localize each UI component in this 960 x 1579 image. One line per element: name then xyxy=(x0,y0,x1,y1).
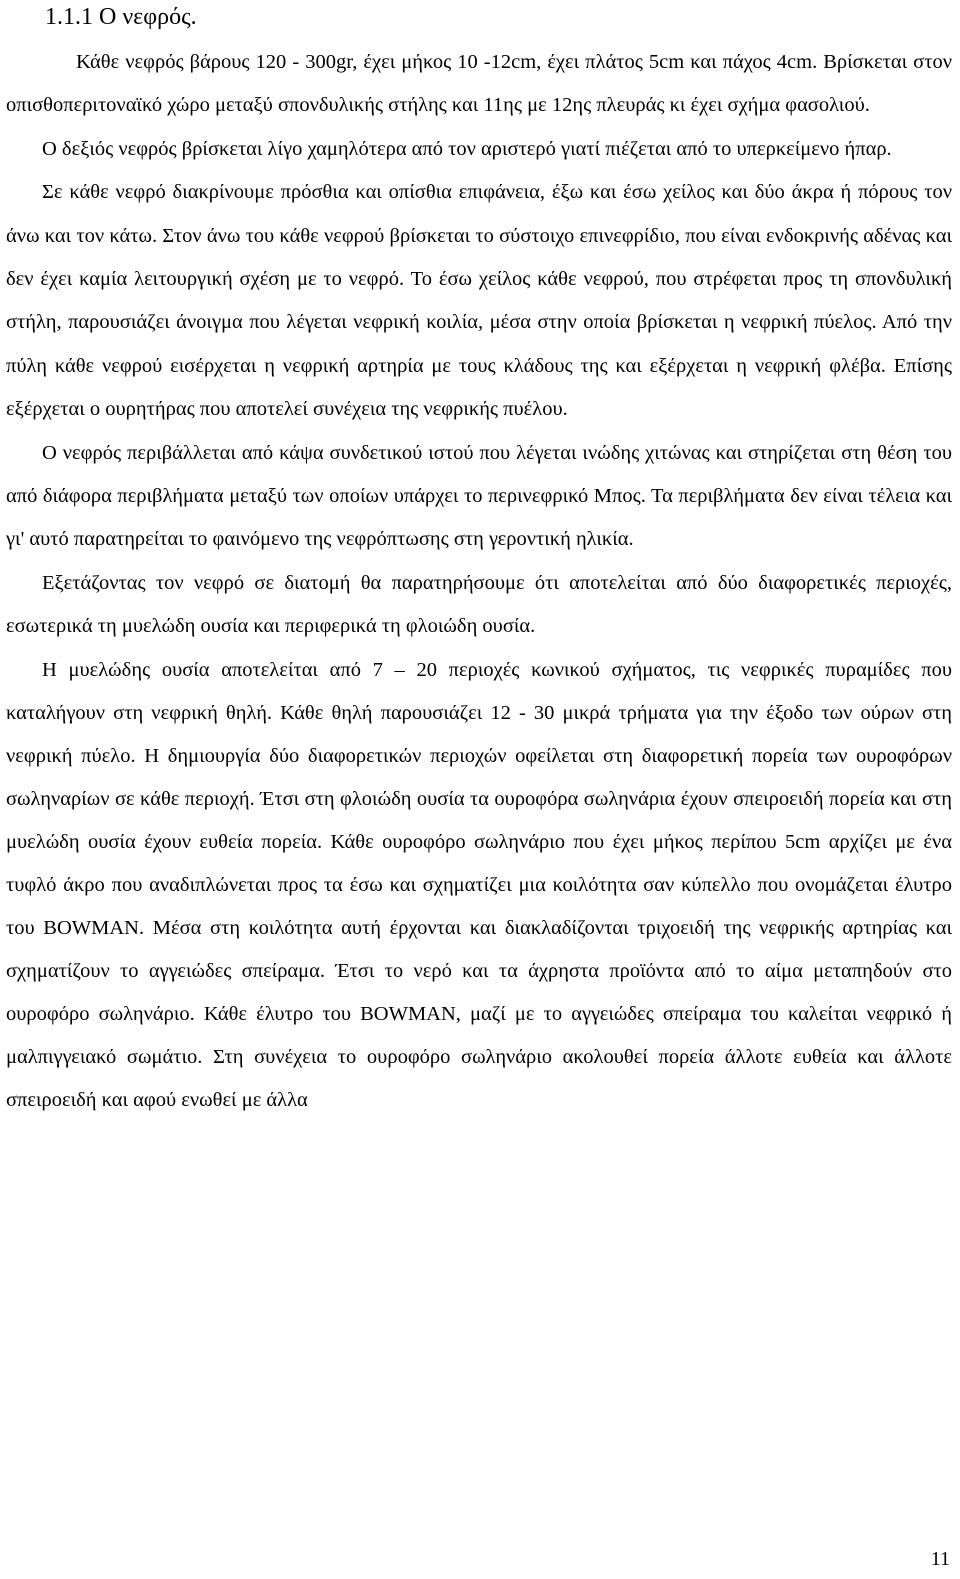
section-heading: 1.1.1 Ο νεφρός. xyxy=(45,4,197,30)
page-number: 11 xyxy=(930,1548,950,1570)
paragraph-right-kidney-position: Ο δεξιός νεφρός βρίσκεται λίγο χαμηλότερα από τον αριστερό γιατί πιέζεται από το υπερκείμενο ήπαρ. xyxy=(42,137,892,160)
paragraph-kidney-cross-section: Εξετάζοντας τον νεφρό σε διατομή θα παρατηρήσουμε ότι αποτελείται από δύο διαφορετικές περιοχές, εσωτερικά τη μυελώδη ουσία και περιφερικά τη φλοιώδη ουσία. xyxy=(6,571,952,638)
paragraph-medulla-nephron: Η μυελώδης ουσία αποτελείται από 7 – 20 περιοχές κωνικού σχήματος, τις νεφρικές πυραμίδες που καταλήγουν στη νεφρική θηλή. Κάθε θηλή παρουσιάζει 12 - 30 μικρά τρήματα για την έξοδο των ούρων στη νεφρική πύελο. Η δημιουργία δύο διαφορετικών περιοχών οφείλεται στη διαφορετική πορεία των ουροφόρων σωληναρίων σε κάθε περιοχή. Έτσι στη φλοιώδη ουσία τα ουροφόρα σωληνάρια έχουν σπειροειδή πορεία και στη μυελώδη ουσία έχουν ευθεία πορεία. Κάθε ουροφόρο σωληνάριο που έχει μήκος περίπου 5cm αρχίζει με ένα τυφλό άκρο που αναδιπλώνεται προς τα έσω και σχηματίζει μια κοιλότητα σαν κύπελλο που ονομάζεται έλυτρο του BOWMAN. Μέσα στη κοιλότητα αυτή έρχονται και διακλαδίζονται τριχοειδή της νεφρικής αρτηρίας και σχηματίζουν το αγγειώδες σπείραμα. Έτσι το νερό και τα άχρηστα προϊόντα από το αίμα μεταπηδούν στο ουροφόρο σωληνάριο. Κάθε έλυτρο του BOWMAN, μαζί με το αγγειώδες σπείραμα του καλείται νεφρικό ή μαλπιγγειακό σωμάτιο. Στη συνέχεια το ουροφόρο σωληνάριο ακολουθεί πορεία άλλοτε ευθεία και άλλοτε σπειροειδή και αφού ενωθεί με άλλα xyxy=(6,658,952,1111)
paragraph-kidney-dimensions: Κάθε νεφρός βάρους 120 - 300gr, έχει μήκος 10 -12cm, έχει πλάτος 5cm και πάχος 4cm. Βρίσκεται στον οπισθοπεριτοναϊκό χώρο μεταξύ σπονδυλικής στήλης και 11ης με 12ης πλευράς κι έχει σχήμα φασολιού. xyxy=(6,51,952,117)
paragraph-kidney-capsule: Ο νεφρός περιβάλλεται από κάψα συνδετικού ιστού που λέγεται ινώδης χιτώνας και στηρίζεται στη θέση του από διάφορα περιβλήματα μεταξύ των οποίων υπάρχει το περινεφρικό Μπος. Τα περιβλήματα δεν είναι τέλεια και γι' αυτό παρατηρείται το φαινόμενο της νεφρόπτωσης στη γεροντική ηλικία. xyxy=(6,441,952,551)
paragraph-kidney-surfaces: Σε κάθε νεφρό διακρίνουμε πρόσθια και οπίσθια επιφάνεια, έξω και έσω χείλος και δύο άκρα ή πόρους τον άνω και τον κάτω. Στον άνω του κάθε νεφρού βρίσκεται το σύστοιχο επινεφρίδιο, που είναι ενδοκρινής αδένας και δεν έχει καμία λειτουργική σχέση με το νεφρό. Το έσω χείλος κάθε νεφρού, που στρέφεται προς τη σπονδυλική στήλη, παρουσιάζει άνοιγμα που λέγεται νεφρική κοιλία, μέσα στην οποία βρίσκεται η νεφρική πύελος. Από την πύλη κάθε νεφρού εισέρχεται η νεφρική αρτηρία με τους κλάδους της και εξέρχεται η νεφρική φλέβα. Επίσης εξέρχεται ο ουρητήρας που αποτελεί συνέχεια της νεφρικής πυέλου. xyxy=(6,181,952,421)
body-text xyxy=(6,41,952,1122)
